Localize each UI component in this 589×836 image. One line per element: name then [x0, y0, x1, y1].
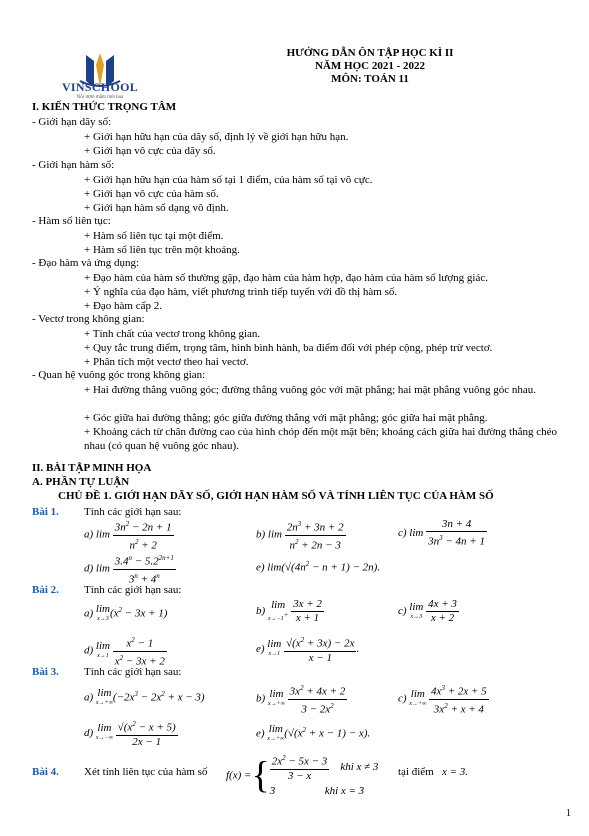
formula: e) $\lim(√(4n^2 - n + 1) - 2n)$.: [256, 560, 381, 574]
formula: b) lim x→−1+ $\frac{3x + 2}{x + 1}$: [256, 598, 322, 624]
exercise-label: Bài 1.: [32, 506, 59, 518]
group-head: - Đạo hàm và ứng dụng:: [32, 257, 140, 269]
group-head: - Giới hạn dãy số:: [32, 116, 112, 128]
page-number: 1: [566, 808, 571, 819]
formula: c) lim x→3 $\frac{4x + 3}{x + 2}$: [398, 598, 457, 624]
topic-title: CHỦ ĐỀ 1. GIỚI HẠN DÃY SỐ, GIỚI HẠN HÀM SỐ VÀ TÍNH LIÊN TỤC CỦA HÀM SỐ: [58, 490, 494, 502]
formula: a) lim x→+∞ $(-2x^3 - 2x^2 + x - 3)$: [84, 687, 205, 706]
group-item: + Tính chất của vectơ trong không gian.: [84, 328, 261, 340]
group-item: + Hàm số liên tục tại một điểm.: [84, 230, 224, 242]
part-a-title: A. PHẦN TỰ LUẬN: [32, 476, 130, 488]
section1-title: I. KIẾN THỨC TRỌNG TÂM: [32, 101, 177, 113]
group-item: + Hàm số liên tục trên một khoảng.: [84, 244, 240, 256]
formula: c) lim x→+∞ $\frac{4x^3 + 2x + 5}{3x^2 + x + 4}$: [398, 684, 487, 716]
formula: d) lim $\frac{3.4^n - 5.2^{2n+1}}{3^n + 4^n}$: [84, 554, 174, 586]
exercise-text: Tính các giới hạn sau:: [84, 584, 182, 596]
exercise-label: Bài 4.: [32, 766, 59, 778]
group-item: + Khoảng cách từ chân đường cao của hình chóp đến một mặt bên; khoảng cách giữa hai đường thẳng chéo nhau (có quan hệ vuông góc nhau).: [84, 426, 557, 452]
exercise-label: Bài 2.: [32, 584, 59, 596]
school-year: NĂM HỌC 2021 - 2022: [315, 60, 425, 72]
group-item: + Giới hạn hàm số dạng vô định.: [84, 202, 229, 214]
formula: b) lim $\frac{2n^3 + 3n + 2}{n^2 + 2n - 3}$: [256, 520, 344, 552]
group-head: - Quan hệ vuông góc trong không gian:: [32, 369, 206, 381]
formula: b) lim x→+∞ $\frac{3x^2 + 4x + 2}{3 - 2x^2}$: [256, 684, 346, 716]
point-value: x = 3.: [442, 766, 469, 778]
formula: e) lim x→1 $\frac{√(x^2 + 3x) - 2x}{x - 1}$ .: [256, 636, 360, 664]
logo-text: VINSCHOOL: [61, 80, 139, 94]
formula: d) lim x→1 $\frac{x^2 - 1}{x^2 - 3x + 2}$: [84, 636, 165, 668]
group-head: - Giới hạn hàm số:: [32, 159, 115, 171]
group-item: + Đạo hàm cấp 2.: [84, 300, 162, 312]
formula: e) lim x→+∞ $(√(x^2 + x - 1) - x)$.: [256, 723, 371, 742]
piecewise-function: f(x) ={ $\frac{2x^2 - 5x - 3}{3 - x}$ khi x ≠ 3 3 khi x = 3: [226, 754, 379, 797]
group-item: + Giới hạn vô cực của dãy số.: [84, 145, 216, 157]
group-item: + Phân tích một vectơ theo hai vectơ.: [84, 356, 249, 368]
subject: MÔN: TOÁN 11: [331, 73, 409, 85]
formula: d) lim x→−∞ $\frac{√(x^2 - x + 5)}{2x - 1}$: [84, 720, 176, 748]
group-item: + Giới hạn vô cực của hàm số.: [84, 188, 219, 200]
group-item: + Hai đường thẳng vuông góc; đường thẳng vuông góc với mặt phẳng; hai mặt phẳng vuông góc nhau.: [84, 384, 536, 396]
exercise-text: Tính các giới hạn sau:: [84, 666, 182, 678]
group-item: + Đạo hàm của hàm số thường gặp, đạo hàm của hàm hợp, đạo hàm của hàm số lượng giác.: [84, 272, 488, 284]
group-item: + Giới hạn hữu hạn của dãy số, định lý về giới hạn hữu hạn.: [84, 131, 349, 143]
formula: a) lim x→3 $(x^2 - 3x + 1)$: [84, 603, 168, 622]
logo-subtext: Nôi ươm mầm tinh hoa: [76, 95, 124, 100]
doc-title: HƯỚNG DẪN ÔN TẬP HỌC KÌ II: [286, 47, 454, 59]
section2-title: II. BÀI TẬP MINH HỌA: [32, 462, 152, 474]
group-head: - Vectơ trong không gian:: [32, 313, 145, 325]
group-head: - Hàm số liên tục:: [32, 215, 111, 227]
exercise-text: Tính các giới hạn sau:: [84, 506, 182, 518]
group-item: + Giới hạn hữu hạn của hàm số tại 1 điểm, của hàm số tại vô cực.: [84, 174, 373, 186]
exercise-label: Bài 3.: [32, 666, 59, 678]
group-item: + Ý nghĩa của đạo hàm, viết phương trình tiếp tuyến với đồ thị hàm số.: [84, 286, 398, 298]
exercise-text: Xét tính liên tục của hàm số: [84, 766, 208, 778]
formula: c) lim $\frac{3n + 4}{3n^3 - 4n + 1}$: [398, 518, 485, 548]
group-item: + Quy tắc trung điểm, trọng tâm, hình bình hành, ba điểm đối với phép cộng, phép trừ vectơ.: [84, 342, 493, 354]
exercise-tail: tại điểm: [398, 766, 434, 778]
formula: a) lim $\frac{3n^2 - 2n + 1}{n^2 + 2}$: [84, 520, 172, 552]
group-item: + Góc giữa hai đường thẳng; góc giữa đường thẳng với mặt phẳng; góc giữa hai mặt phẳng.: [84, 412, 488, 424]
